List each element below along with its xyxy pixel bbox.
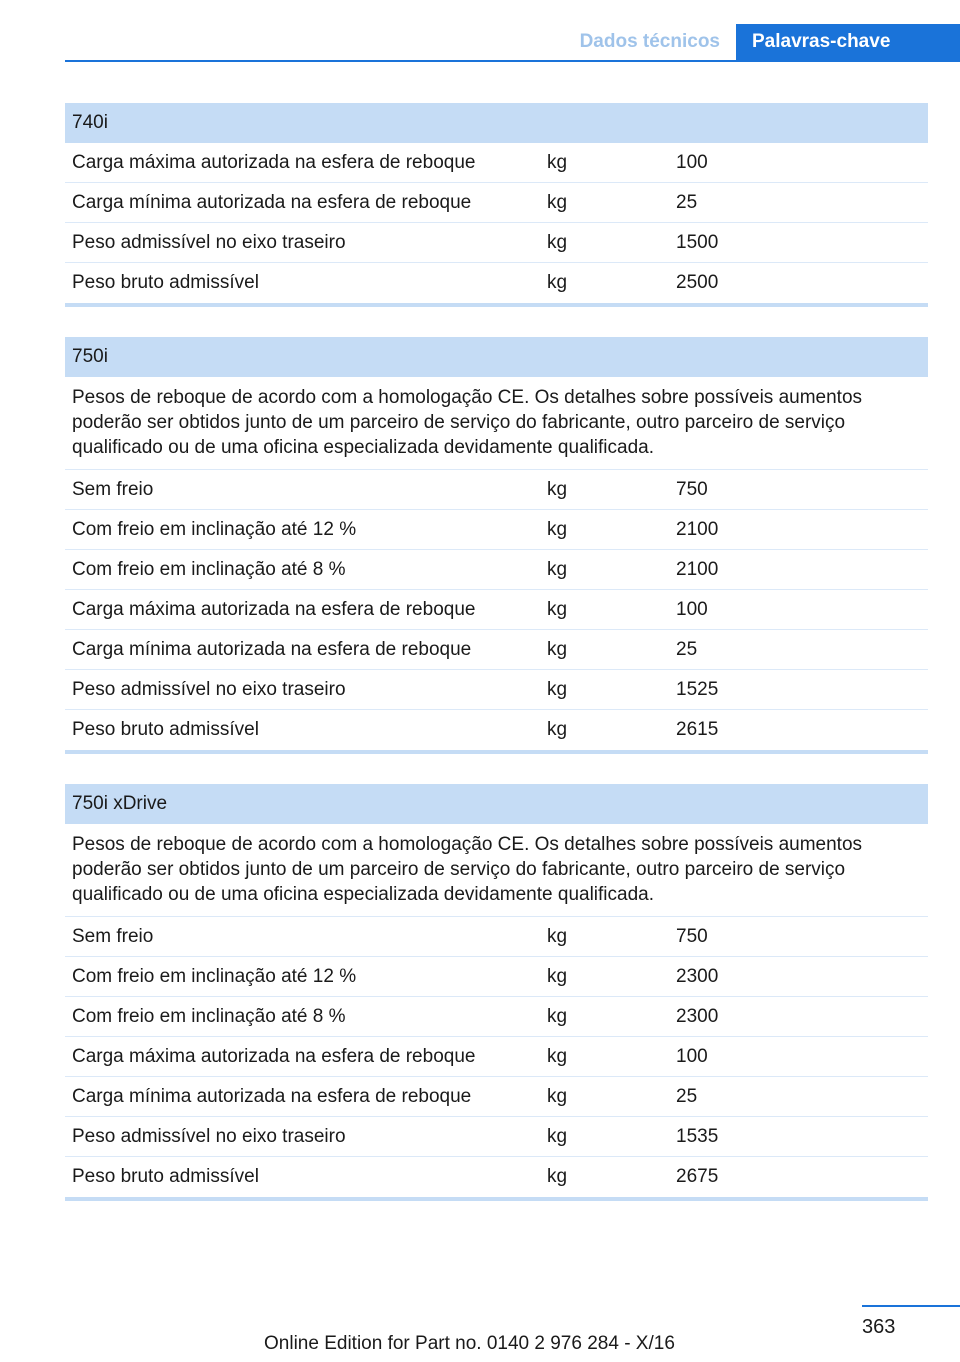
table-row: [65, 917, 928, 957]
table-row: [65, 1157, 928, 1201]
row-unit: kg: [547, 638, 568, 660]
row-label: Carga mínima autorizada na esfera de reboque: [72, 638, 472, 660]
footer-edition-text: Online Edition for Part no. 0140 2 976 284 - X/16: [264, 1333, 675, 1354]
row-unit: kg: [547, 1005, 568, 1027]
table-row: [65, 550, 928, 590]
table-row: [65, 710, 928, 754]
row-label: Peso bruto admissível: [72, 1166, 259, 1187]
table-row: [65, 670, 928, 710]
table-row: [65, 1117, 928, 1157]
row-label: Com freio em inclinação até 12 %: [72, 965, 357, 987]
row-label: Peso bruto admissível: [72, 272, 259, 293]
row-value: 2615: [676, 719, 719, 740]
row-unit: kg: [547, 1125, 568, 1147]
table-row: [65, 263, 928, 307]
row-unit: kg: [547, 719, 568, 740]
row-label: Carga mínima autorizada na esfera de reboque: [72, 191, 472, 213]
row-unit: kg: [547, 598, 568, 620]
row-value: 1525: [676, 678, 719, 700]
table-title: 750i xDrive: [65, 784, 928, 824]
table-row: [65, 1037, 928, 1077]
row-unit: kg: [547, 925, 568, 947]
row-unit: kg: [547, 678, 568, 700]
row-value: 1535: [676, 1125, 719, 1147]
row-label: Carga máxima autorizada na esfera de reboque: [72, 1045, 476, 1067]
row-value: 2100: [676, 558, 719, 580]
row-value: 2675: [676, 1166, 719, 1187]
row-unit: kg: [547, 965, 568, 987]
table-row: [65, 143, 928, 183]
spec-table-750i-xdrive: [65, 784, 928, 1201]
row-unit: kg: [547, 518, 568, 540]
table-title: 740i: [65, 103, 928, 143]
row-value: 750: [676, 925, 708, 947]
row-unit: kg: [547, 558, 568, 580]
row-unit: kg: [547, 1045, 568, 1067]
header-divider: [65, 60, 960, 62]
row-label: Carga máxima autorizada na esfera de reboque: [72, 151, 476, 173]
row-label: Sem freio: [72, 478, 154, 500]
table-row: [65, 470, 928, 510]
row-value: 2300: [676, 1005, 719, 1027]
table-row: [65, 510, 928, 550]
row-label: Peso admissível no eixo traseiro: [72, 1125, 346, 1147]
row-value: 750: [676, 478, 708, 500]
tab-dados-tecnicos[interactable]: Dados técnicos: [579, 31, 720, 52]
table-note: Pesos de reboque de acordo com a homologação CE. Os detalhes sobre possíveis aumentos poderão ser obtidos junto de um parceiro de serviço do fabricante, outro parceiro de serviço qualificado ou de uma oficina especializada devidamente qualificada.: [65, 824, 928, 917]
row-label: Peso bruto admissível: [72, 719, 259, 740]
table-row: [65, 1077, 928, 1117]
row-value: 25: [676, 1085, 698, 1107]
row-unit: kg: [547, 1085, 568, 1107]
row-label: Com freio em inclinação até 8 %: [72, 1005, 346, 1027]
tab-palavras-chave[interactable]: Palavras-chave: [736, 24, 960, 62]
table-note: Pesos de reboque de acordo com a homologação CE. Os detalhes sobre possíveis aumentos poderão ser obtidos junto de um parceiro de serviço do fabricante, outro parceiro de serviço qualificado ou de uma oficina especializada devidamente qualificada.: [65, 377, 928, 470]
page-header: [65, 24, 960, 62]
row-label: Peso admissível no eixo traseiro: [72, 678, 346, 700]
table-row: [65, 223, 928, 263]
row-unit: kg: [547, 191, 568, 213]
row-value: 25: [676, 638, 698, 660]
row-label: Sem freio: [72, 925, 154, 947]
table-row: [65, 997, 928, 1037]
row-value: 2500: [676, 272, 719, 293]
table-row: [65, 957, 928, 997]
row-value: 100: [676, 1045, 708, 1067]
spec-table-750i: [65, 337, 928, 754]
row-unit: kg: [547, 272, 568, 293]
row-value: 2100: [676, 518, 719, 540]
row-label: Carga máxima autorizada na esfera de reboque: [72, 598, 476, 620]
row-unit: kg: [547, 1166, 568, 1187]
row-label: Com freio em inclinação até 12 %: [72, 518, 357, 540]
table-row: [65, 630, 928, 670]
row-value: 2300: [676, 965, 719, 987]
row-value: 100: [676, 151, 708, 173]
row-label: Carga mínima autorizada na esfera de reboque: [72, 1085, 472, 1107]
row-value: 100: [676, 598, 708, 620]
row-value: 1500: [676, 231, 719, 253]
table-row: [65, 590, 928, 630]
row-unit: kg: [547, 151, 568, 173]
row-value: 25: [676, 191, 698, 213]
spec-table-740i: [65, 103, 928, 307]
spec-tables: [65, 103, 928, 1231]
row-unit: kg: [547, 231, 568, 253]
page-number: 363: [862, 1316, 896, 1338]
table-row: [65, 183, 928, 223]
row-label: Com freio em inclinação até 8 %: [72, 558, 346, 580]
table-title: 750i: [65, 337, 928, 377]
row-label: Peso admissível no eixo traseiro: [72, 231, 346, 253]
page-number-divider: [862, 1305, 960, 1307]
row-unit: kg: [547, 478, 568, 500]
